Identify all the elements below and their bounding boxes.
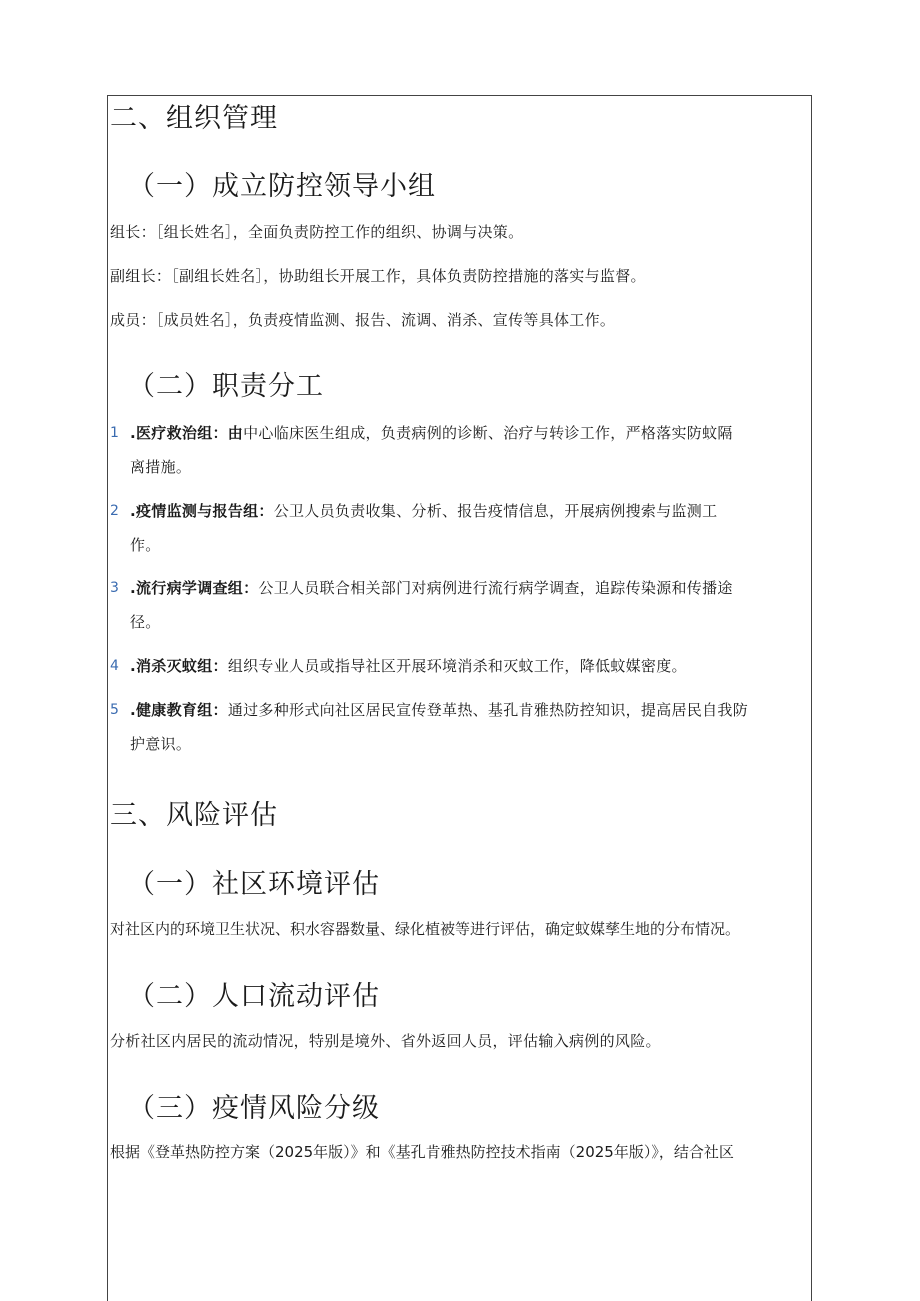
subheading-leadership-group: （一）成立防控领导小组 [128,171,436,202]
list-number: 1 [110,425,119,441]
list-item-body: 中心临床医生组成，负责病例的诊断、治疗与转诊工作，严格落实防蚊隔 [243,424,733,442]
deputy-leader-line: 副组长：［副组长姓名］，协助组长开展工作，具体负责防控措施的落实与监督。 [110,267,646,285]
list-item-body: 公卫人员联合相关部门对病例进行流行病学调查，追踪传染源和传播途 [258,579,733,597]
subheading-population-mobility: （二）人口流动评估 [128,981,380,1012]
list-number: 2 [110,503,119,519]
list-item-continuation: 护意识。 [130,735,192,753]
list-item-continuation: 离措施。 [130,458,192,476]
risk-grading-text: 根据《登革热防控方案（2025年版）》和《基孔肯雅热防控技术指南（2025年版）》，结合社区 [110,1143,734,1161]
list-item-title: .消杀灭蚊组： [130,657,228,675]
subheading-risk-grading: （三）疫情风险分级 [128,1093,380,1124]
section-heading-organization: 二、组织管理 [110,103,278,134]
leader-line: 组长：［组长姓名］，全面负责防控工作的组织、协调与决策。 [110,223,524,241]
list-number: 4 [110,658,119,674]
list-item-title: .疫情监测与报告组： [130,502,274,520]
members-line: 成员：［成员姓名］，负责疫情监测、报告、流调、消杀、宣传等具体工作。 [110,311,616,329]
list-item-body: 组织专业人员或指导社区开展环境消杀和灭蚊工作，降低蚊媒密度。 [227,657,687,675]
list-item-body: 通过多种形式向社区居民宣传登革热、基孔肯雅热防控知识，提高居民自我防 [227,701,749,719]
list-item-continuation: 作。 [130,536,161,554]
list-item-continuation: 径。 [130,613,161,631]
list-item-body: 公卫人员负责收集、分析、报告疫情信息，开展病例搜索与监测工 [273,502,718,520]
list-item [110,693,812,761]
section-heading-risk-assessment: 三、风险评估 [110,800,278,831]
list-item [110,649,812,683]
list-number: 3 [110,580,119,596]
list-item [110,571,812,639]
list-item-title: .健康教育组： [130,701,228,719]
environment-assessment-text: 对社区内的环境卫生状况、积水容器数量、绿化植被等进行评估，确定蚊媒孳生地的分布情况。 [110,920,741,938]
list-item-title: .流行病学调查组： [130,579,259,597]
list-item-title: .医疗救治组：由 [130,424,244,442]
list-item [110,416,812,484]
list-item [110,494,812,562]
subheading-responsibilities: （二）职责分工 [128,371,324,402]
subheading-environment-assessment: （一）社区环境评估 [128,869,380,900]
list-number: 5 [110,702,119,718]
population-mobility-text: 分析社区内居民的流动情况，特别是境外、省外返回人员，评估输入病例的风险。 [110,1032,661,1050]
